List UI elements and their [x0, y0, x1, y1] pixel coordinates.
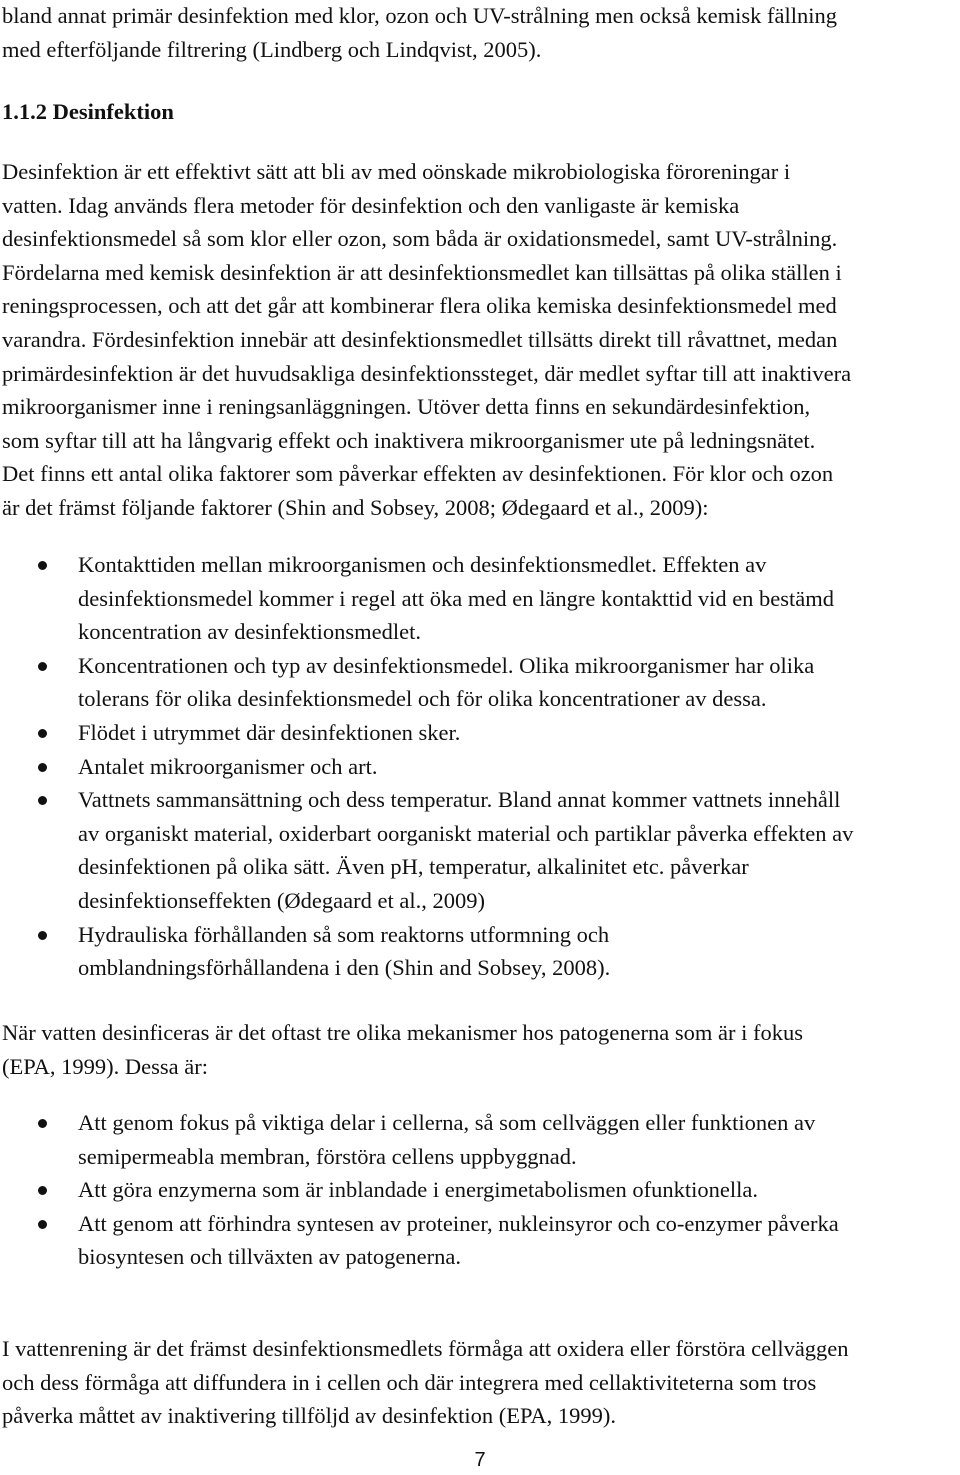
body-paragraph	[2, 1332, 849, 1433]
list-item	[2, 548, 957, 649]
text-line: och dess förmåga att diffundera in i cellen och där integrera med cellaktiviteterna som tros	[2, 1369, 817, 1395]
bullet-icon	[38, 931, 47, 940]
text-line: Att genom att förhindra syntesen av proteiner, nukleinsyror och co-enzymer påverka	[78, 1210, 839, 1236]
text-line: bland annat primär desinfektion med klor, ozon och UV-strålning men också kemisk fällning	[2, 3, 837, 28]
text-line: av organiskt material, oxiderbart oorganiskt material och partiklar påverka effekten av	[78, 820, 854, 846]
text-line: Fördelarna med kemisk desinfektion är att desinfektionsmedlet kan tillsättas på olika ställen i	[2, 259, 842, 285]
body-paragraph	[2, 1016, 803, 1083]
text-line: Desinfektion är ett effektivt sätt att bli av med oönskade mikrobiologiska föroreningar i	[2, 159, 791, 184]
text-line: är det främst följande faktorer (Shin and Sobsey, 2008; Ødegaard et al., 2009):	[2, 494, 709, 520]
text-line: mikroorganismer inne i reningsanläggningen. Utöver detta finns en sekundärdesinfektion,	[2, 394, 811, 420]
text-line: I vattenrening är det främst desinfektionsmedlets förmåga att oxidera eller förstöra cellväggen	[2, 1336, 849, 1361]
text-line: reningsprocessen, och att det går att kombinerar flera olika kemiska desinfektionsmedel med	[2, 293, 837, 319]
text-line: biosyntesen och tillväxten av patogenerna.	[78, 1244, 462, 1270]
text-line: semipermeabla membran, förstöra cellens uppbyggnad.	[78, 1143, 577, 1169]
text-line: Koncentrationen och typ av desinfektionsmedel. Olika mikroorganismer har olika	[78, 652, 815, 678]
bullet-icon	[38, 1119, 47, 1128]
text-line: Flödet i utrymmet där desinfektionen sker.	[78, 719, 461, 745]
list-item	[2, 716, 957, 750]
text-line: Att göra enzymerna som är inblandade i energimetabolismen ofunktionella.	[78, 1177, 758, 1203]
text-line: desinfektionsmedel så som klor eller ozon, som båda är oxidationsmedel, samt UV-strålning.	[2, 226, 838, 252]
text-line: Det finns ett antal olika faktorer som påverkar effekten av desinfektionen. För klor och ozon	[2, 461, 834, 487]
page-number: 7	[474, 1449, 486, 1471]
text-line: tolerans för olika desinfektionsmedel och för olika koncentrationer av dessa.	[78, 686, 767, 712]
text-line: (EPA, 1999). Dessa är:	[2, 1053, 209, 1079]
bullet-icon	[38, 1186, 47, 1195]
text-line: desinfektionen på olika sätt. Även pH, temperatur, alkalinitet etc. påverkar	[78, 854, 749, 880]
list-item	[2, 918, 957, 985]
text-line: Att genom fokus på viktiga delar i cellerna, så som cellväggen eller funktionen av	[78, 1110, 816, 1135]
text-line: desinfektionsmedel kommer i regel att öka med en längre kontakttid vid en bestämd	[78, 585, 835, 611]
list-item	[2, 783, 957, 917]
text-line: Vattnets sammansättning och dess temperatur. Bland annat kommer vattnets innehåll	[78, 787, 841, 813]
text-line: primärdesinfektion är det huvudsakliga desinfektionssteget, där medlet syftar till att inaktivera	[2, 360, 852, 386]
list-item	[2, 1106, 957, 1173]
bullet-icon	[38, 561, 47, 570]
list-item	[2, 1173, 957, 1207]
intro-paragraph	[2, 0, 837, 66]
text-line: med efterföljande filtrering (Lindberg och Lindqvist, 2005).	[2, 36, 542, 62]
bullet-icon	[38, 729, 47, 738]
body-paragraph	[2, 155, 851, 525]
text-line: påverka måttet av inaktivering tillföljd av desinfektion (EPA, 1999).	[2, 1403, 617, 1429]
mechanisms-bullet-list	[2, 1106, 957, 1274]
bullet-icon	[38, 1220, 47, 1229]
text-line: varandra. Fördesinfektion innebär att desinfektionsmedlet tillsätts direkt till råvattnet, medan	[2, 326, 838, 352]
text-line: Hydrauliska förhållanden så som reaktorns utformning och	[78, 921, 610, 947]
text-line: koncentration av desinfektionsmedlet.	[78, 619, 422, 645]
bullet-icon	[38, 763, 47, 772]
text-line: När vatten desinficeras är det oftast tre olika mekanismer hos patogenerna som är i fokus	[2, 1020, 803, 1045]
bullet-icon	[38, 796, 47, 805]
text-line: Kontakttiden mellan mikroorganismen och desinfektionsmedlet. Effekten av	[78, 552, 767, 577]
text-line: som syftar till att ha långvarig effekt och inaktivera mikroorganismer ute på ledningsnätet.	[2, 427, 816, 453]
list-item	[2, 750, 957, 784]
factors-bullet-list	[2, 548, 957, 985]
list-item	[2, 649, 957, 716]
section-heading: 1.1.2 Desinfektion	[2, 99, 174, 124]
list-item	[2, 1207, 957, 1274]
text-line: omblandningsförhållandena i den (Shin and Sobsey, 2008).	[78, 955, 611, 981]
bullet-icon	[38, 662, 47, 671]
text-line: vatten. Idag används flera metoder för desinfektion och den vanligaste är kemiska	[2, 192, 740, 218]
text-line: desinfektionseffekten (Ødegaard et al., 2009)	[78, 887, 485, 913]
text-line: Antalet mikroorganismer och art.	[78, 753, 378, 779]
